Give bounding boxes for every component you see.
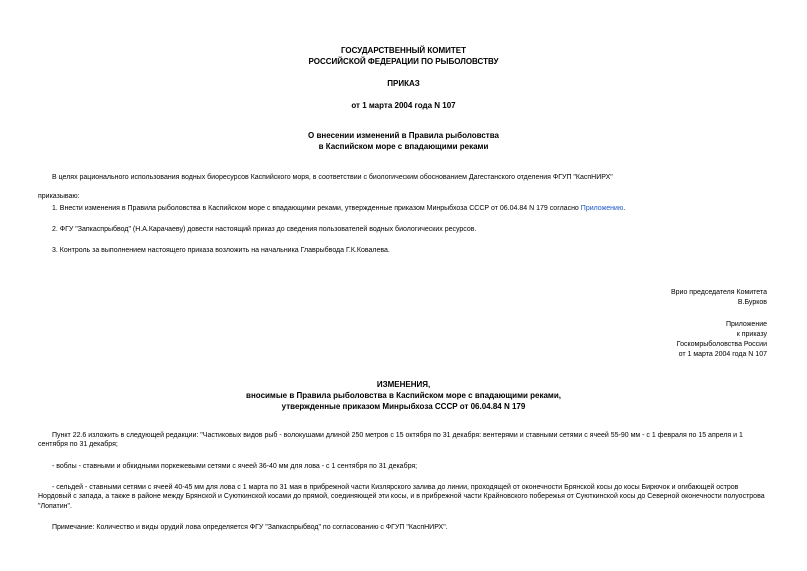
changes-paragraph-3: - сельдей - ставными сетями с ячеей 40-45 мм для лова с 1 марта по 31 мая в прибрежной части Кизлярского залива до линии, проходящей от оконечности Брянской косы до косы Бирючок и огибающей остров Нордовый с запада, а также в районе между Брянской и Суюткинской косами до прямой, соединяющей эти косы, и в прибрежной части Крайновского побережья от Суюткинской косы до Северной оконечности полуострова "Лопатин".	[38, 484, 765, 510]
header-org-line2: РОССИЙСКОЙ ФЕДЕРАЦИИ ПО РЫБОЛОВСТВУ	[308, 57, 499, 66]
changes-title: ИЗМЕНЕНИЯ,	[376, 380, 431, 389]
document-date: от 1 марта 2004 года N 107	[351, 101, 456, 110]
order-item-1-end: .	[623, 205, 626, 212]
subject-line1: О внесении изменений в Правила рыболовства	[308, 131, 499, 140]
changes-subtitle2: утвержденные приказом Минрыбхоза СССР от 06.04.84 N 179	[281, 402, 526, 411]
appendix-ref-line2: к приказу	[736, 331, 767, 338]
order-word: приказываю:	[38, 193, 80, 200]
order-item-1-text: 1. Внести изменения в Правила рыболовства в Каспийском море с впадающими реками, утвержденные приказом Минрыбхоза СССР от 06.04.84 N 179 согласно	[52, 205, 581, 212]
order-item-1	[38, 204, 773, 213]
changes-note: Примечание: Количество и виды орудий лова определяется ФГУ "Запкаспрыбвод" по согласованию с ФГУП "КаспНИРХ".	[52, 524, 448, 531]
changes-subtitle1: вносимые в Правила рыболовства в Каспийском море с впадающими реками,	[246, 391, 561, 400]
order-item-3: 3. Контроль за выполнением настоящего приказа возложить на начальника Главрыбвода Г.К.Ковалева.	[52, 247, 390, 254]
appendix-ref-line4: от 1 марта 2004 года N 107	[678, 351, 767, 358]
appendix-link[interactable]: Приложению	[580, 205, 624, 212]
appendix-ref-line1: Приложение	[725, 321, 767, 328]
changes-paragraph-1: Пункт 22.6 изложить в следующей редакции: "Частиковых видов рыб - волокушами длиной 250 метров с 15 октября по 31 декабря: вентерями и ставными сетями с ячеей 55-90 мм - с 1 февраля по 15 апреля и 1 сентября по 31 декабря;	[38, 432, 743, 449]
signature-name: В.Бурков	[737, 299, 767, 306]
document-type: ПРИКАЗ	[387, 79, 420, 88]
subject-line2: в Каспийском море с впадающими реками	[318, 142, 489, 151]
header-org-line1: ГОСУДАРСТВЕННЫЙ КОМИТЕТ	[340, 46, 467, 55]
preamble: В целях рационального использования водных биоресурсов Каспийского моря, в соответствии с биологическим обоснованием Дагестанского отделения ФГУП "КаспНИРХ"	[52, 174, 613, 181]
order-item-2: 2. ФГУ "Запкаспрыбвод" (Н.А.Карачаеву) довести настоящий приказ до сведения пользователей водных биологических ресурсов.	[52, 226, 477, 233]
appendix-ref-line3: Госкомрыболовства России	[676, 341, 767, 348]
changes-paragraph-2: - воблы - ставными и обкидными поркежевыми сетями с ячеей 36-40 мм для лова - с 1 сентября по 31 декабря;	[52, 463, 418, 470]
signature-title: Врио председателя Комитета	[671, 289, 767, 296]
